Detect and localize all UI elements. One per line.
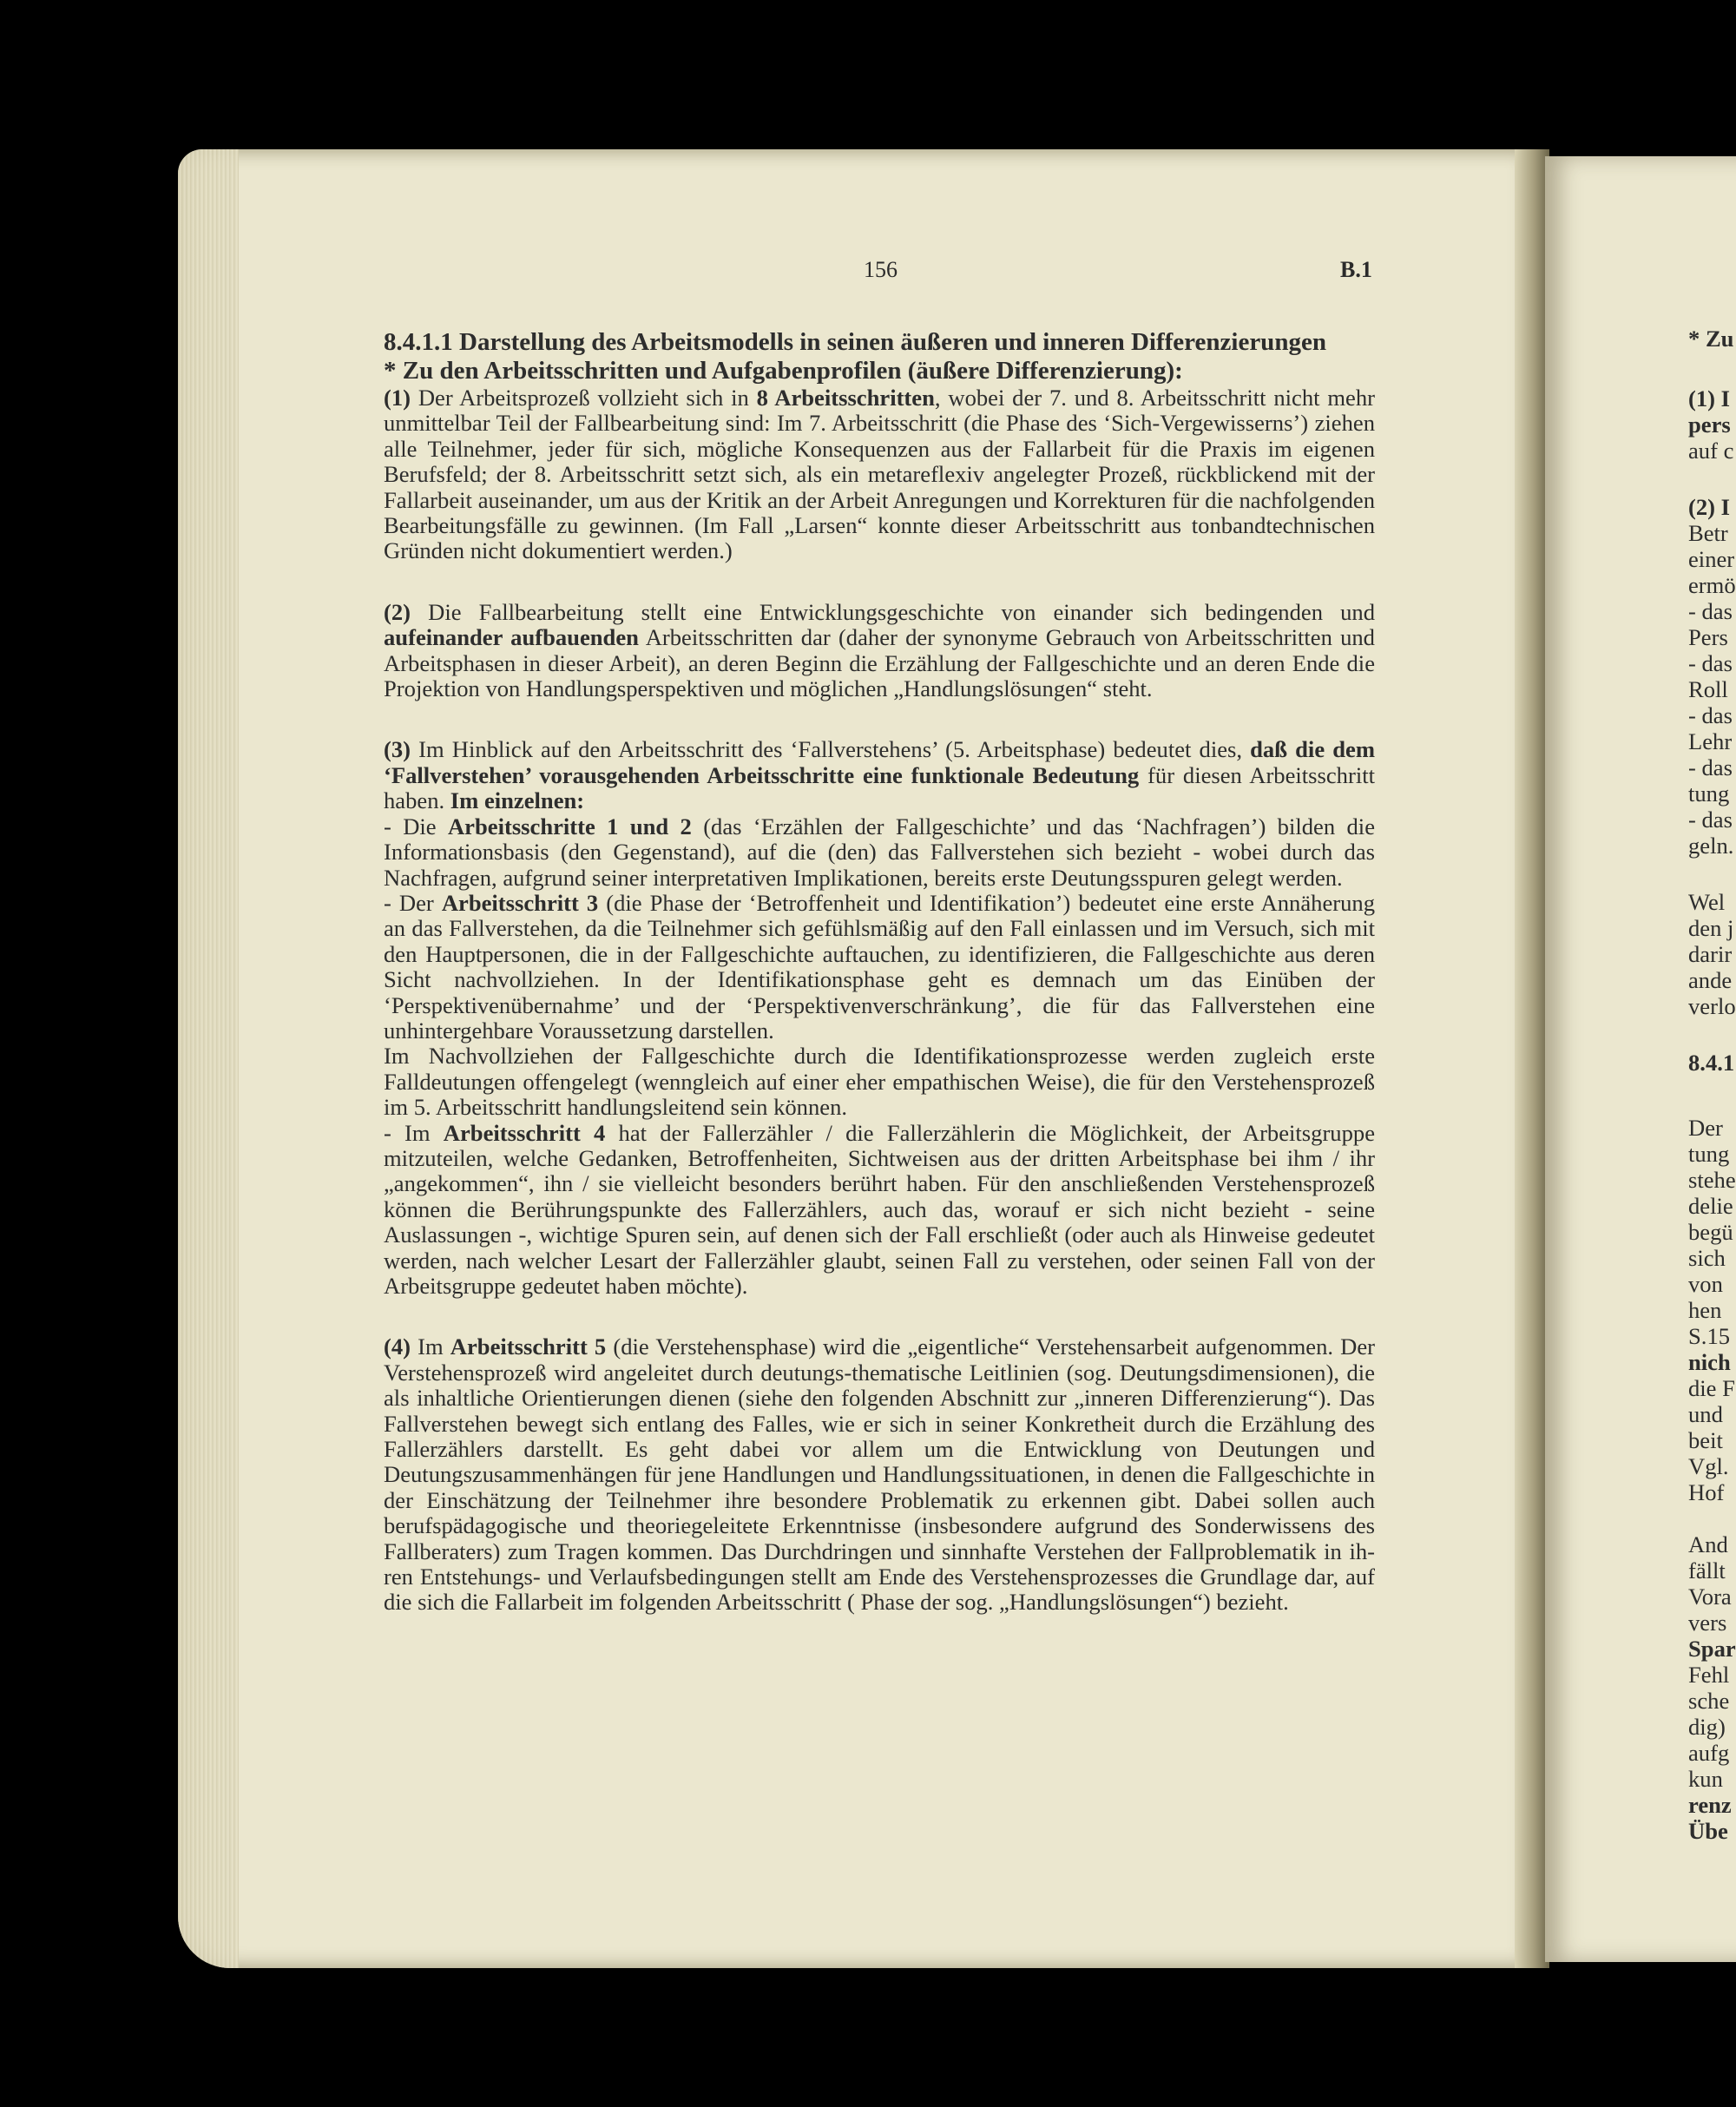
paragraph-4 [384,1334,1375,1615]
right-page-fragment: Spar [1688,1636,1736,1662]
right-page-fragment: sich [1688,1245,1726,1271]
list-item-step-3 [384,891,1375,1044]
text-run: - Im [384,1119,444,1146]
text-run: (die Phase der ‘Betroffenheit und Identifikation’) bedeutet eine erste Annäherung an das Fallverstehen, da die Teilnehmer sich gefühlsmäßig auf den Fall einlassen und im Versuch, sich mit den Hauptpersonen, die in der Fallgeschichte auftauchen, zu identifizieren, die Fallgeschichte aus deren Sicht nachvollziehen. In der Identifikationsphase geht es demnach um das Einüben der ‘Perspektivenübernahme’ und der ‘Perspektivenverschränkung’, die für das Fallverstehen eine unhintergehbare Voraussetzung darstellen. [384,889,1375,1044]
text-run: - Die [384,813,448,840]
text-run: Arbeitsschritten dar (daher der synonyme Gebrauch von Arbeitsschritten und Arbeitsphasen in dieser Arbeit), an deren Beginn die Erzählung der Fallgeschichte und an deren Ende die Projektion von Handlungsperspektiven und möglichen „Handlungslösungen“ steht. [384,624,1375,702]
right-page-fragment: tung [1688,1141,1730,1167]
identification-note: Im Nachvollziehen der Fallgeschichte durch die Identifikationsprozesse werden zugleich erste Falldeutungen offengelegt (wenngleich auf einer eher empathischen Weise), die für den Verstehensprozeß im 5. Arbeitsschritt handlungsleitend sein können. [384,1043,1375,1121]
paragraph-2 [384,600,1375,702]
right-page-fragment: * Zu [1688,326,1734,352]
right-page-fragment: And [1688,1531,1728,1557]
paragraph-number: (1) [384,385,411,411]
right-page-fragment: beit [1688,1427,1723,1453]
chapter-code: B.1 [1340,257,1372,282]
right-page-fragment: geln. [1688,833,1734,859]
right-page-fragment: renz [1688,1792,1732,1818]
right-page-fragment: und [1688,1401,1723,1427]
section-title: 8.4.1.1 Darstellung des Arbeitsmodells in seinen äußeren und inneren Differenzierungen [384,328,1326,356]
right-page-fragment: (1) I [1688,385,1731,412]
bold-text: daß die dem ‘Fallverstehen’ vorausgehenden Arbeitsschritte eine funktionale Bedeutung [384,736,1375,788]
right-page-fragment: - das [1688,702,1733,728]
list-item-step-4 [384,1121,1375,1300]
right-page-fragment: tung [1688,780,1730,807]
right-page-fragment: (2) I [1688,494,1731,520]
right-page-fragment: einer [1688,546,1735,572]
right-page-fragment: - das [1688,598,1733,624]
text-run: Im Hinblick auf den Arbeitsschritt des ‘Fallverstehens’ (5. Arbeitsphase) bedeutet dies, [411,736,1251,763]
right-page-fragment: hen [1688,1297,1722,1323]
text-run: hat der Fallerzähler / die Fallerzählerin die Möglichkeit, der Arbeitsgruppe mitzuteilen, welche Gedanken, Betroffenheiten, Sichtweisen aus der dritten Arbeitsphase bei ihm / ihr „angekommen“, ihn / sie vielleicht besonders berührt haben. Für den anschließenden Verstehensprozeß können die Berührungspunkte des Fallerzählers, auch das, worauf er sich nicht bezieht - seine Auslassungen -, wichtige Spuren sein, auf denen sich der Fall erschließt (oder auch als Hinweise gedeutet werden, nach welcher Lesart der Fallerzähler glaubt, seinen Fall zu verstehen, oder seinen Fall von der Arbeitsgruppe gedeutet haben möchte). [384,1119,1376,1299]
right-page-fragment: nich [1688,1349,1731,1375]
bold-text: Arbeitsschritte 1 und 2 [447,813,692,840]
right-page-fragment: die F [1688,1375,1735,1401]
right-page-fragment: Lehr [1688,728,1733,754]
right-page-fragment: pers [1688,412,1731,438]
bold-text: 8 Arbeitsschritten [756,385,935,411]
right-page-fragment: fällt [1688,1557,1726,1584]
list-item-steps-1-2 [384,814,1375,891]
right-page-fragment: - das [1688,807,1733,833]
right-page-fragment: Der [1688,1115,1723,1141]
paragraph-number: (2) [384,598,411,625]
right-page-fragment: Pers [1688,624,1728,650]
right-page-fragment: delie [1688,1193,1733,1219]
right-page-fragment: Vgl. [1688,1453,1729,1479]
right-page-fragment: Übe [1688,1818,1728,1844]
page-edges [178,149,239,1968]
right-page-fragment: Betr [1688,520,1728,546]
right-page-fragment: begü [1688,1219,1733,1245]
right-page-fragment: Roll [1688,676,1728,702]
right-page-fragment: den j [1688,915,1734,941]
paragraph-number: (4) [384,1333,411,1360]
bold-text: aufeinander aufbauenden [384,624,639,651]
right-page-fragment: 8.4.1 [1688,1050,1735,1076]
text-run: Im [411,1333,450,1360]
text-run: (das ‘Erzählen der Fallgeschichte’ und das ‘Nachfragen’) bilden die Informationsbasis (den Gegenstand), auf die (den) das Fallverstehen sich bezieht - wobei durch das Nachfragen, aufgrund seiner interpretativen Implikationen, bereits erste Deutungsspuren gelegt werden. [384,813,1375,891]
text-run: Der Arbeitsprozeß vollzieht sich in [411,385,757,411]
right-page-fragment: - das [1688,754,1733,780]
subsection-title: * Zu den Arbeitsschritten und Aufgabenprofilen (äußere Differenzierung): [384,357,1183,385]
paragraph-3 [384,737,1375,813]
right-page-fragment: verlo [1688,993,1736,1019]
right-page-fragment: ande [1688,967,1733,993]
right-page-fragment: auf c [1688,438,1734,464]
right-page-fragment: sche [1688,1688,1730,1714]
right-page-fragment: stehe [1688,1167,1736,1193]
bold-text: Arbeitsschritt 3 [441,889,599,916]
text-run: , wobei der 7. und 8. Arbeitsschritt nicht mehr unmittelbar Teil der Fallbearbeitung sind: Im 7. Arbeitsschritt (die Phase des ‘Sich-Vergewisserns’) ziehen alle Teilnehmer, jeder für sich, mögliche Konsequenzen aus der Fallarbeit für die Praxis im eigenen Berufsfeld; der 8. Arbeitsschritt setzt sich, als ein metareflexiv angelegter Prozeß, rückblickend mit der Fallarbeit auseinander, um aus der Kritik an der Arbeit Anregungen und Korrekturen für die nachfolgenden Bearbeitungsfälle zu gewinnen. (Im Fall „Larsen“ konnte dieser Arbeitsschritt aus tonbandtechnischen Gründen nicht dokumentiert werden.) [384,385,1375,564]
page-number: 156 [864,257,898,282]
right-page-fragment: von [1688,1271,1723,1297]
right-page-fragment: - das [1688,650,1733,676]
right-page-fragment: Hof [1688,1479,1725,1505]
text-run: (die Verstehensphase) wird die „eigentliche“ Verstehensarbeit aufgenommen. Der Verstehensprozeß wird angeleitet durch deutungs-thematische Leitlinien (sog. Deutungsdimensionen), die als inhaltliche Orientierungen dienen (siehe den folgenden Abschnitt zur „inneren Differenzierung“). Das Fallverstehen bewegt sich entlang des Falles, wie er sich in seiner Konkretheit durch die Erzählung des Fallerzählers darstellt. Es geht dabei vor allem um die Entwicklung von Deutungen und Deutungszusammenhängen für jene Handlungen und Handlungssituationen, in denen die Fallgeschichte in der Einschätzung der Teilnehmer ihre besondere Problematik zu erkennen gibt. Dabei sollen auch berufspädagogische und theoriegeleitete Erkenntnisse (insbesondere aufgrund des Sonderwissens des Fallberaters) zum Tragen kommen. Das Durchdringen und sinnhafte Verstehen der Fallproblematik in ihren Entstehungs- und Verlaufsbedingungen stellt am Ende des Verstehensprozesses die Grundlage dar, auf die sich die Fallarbeit im folgenden Arbeitsschritt ( Phase der sog. „Handlungslösungen“) bezieht. [384,1333,1375,1616]
bold-text: Arbeitsschritt 5 [450,1333,607,1360]
text-run: Die Fallbearbeitung stellt eine Entwicklungsgeschichte von einander sich bedingenden und [411,598,1375,625]
bold-text: Arbeitsschritt 4 [443,1119,606,1146]
right-page-fragment: dig) [1688,1714,1726,1740]
right-page-fragment: aufg [1688,1740,1730,1766]
book-gutter [1515,149,1549,1968]
paragraph-1 [384,385,1375,564]
bold-text: Im einzelnen: [450,787,585,814]
right-page-fragment: S.15 [1688,1323,1731,1349]
right-page-fragment: darir [1688,941,1733,967]
paragraph-number: (3) [384,736,411,763]
text-run: - Der [384,889,442,916]
right-page-fragment: ermö [1688,572,1736,598]
right-page-fragment: Fehl [1688,1662,1730,1688]
page-content [384,328,1375,1616]
right-page-fragment: Vora [1688,1584,1732,1610]
right-page-fragment: Wel [1688,889,1726,915]
right-page-fragment: vers [1688,1610,1727,1636]
right-page-fragment: kun [1688,1766,1723,1792]
text-run: für diesen Arbeitsschritt haben. [384,761,1376,814]
